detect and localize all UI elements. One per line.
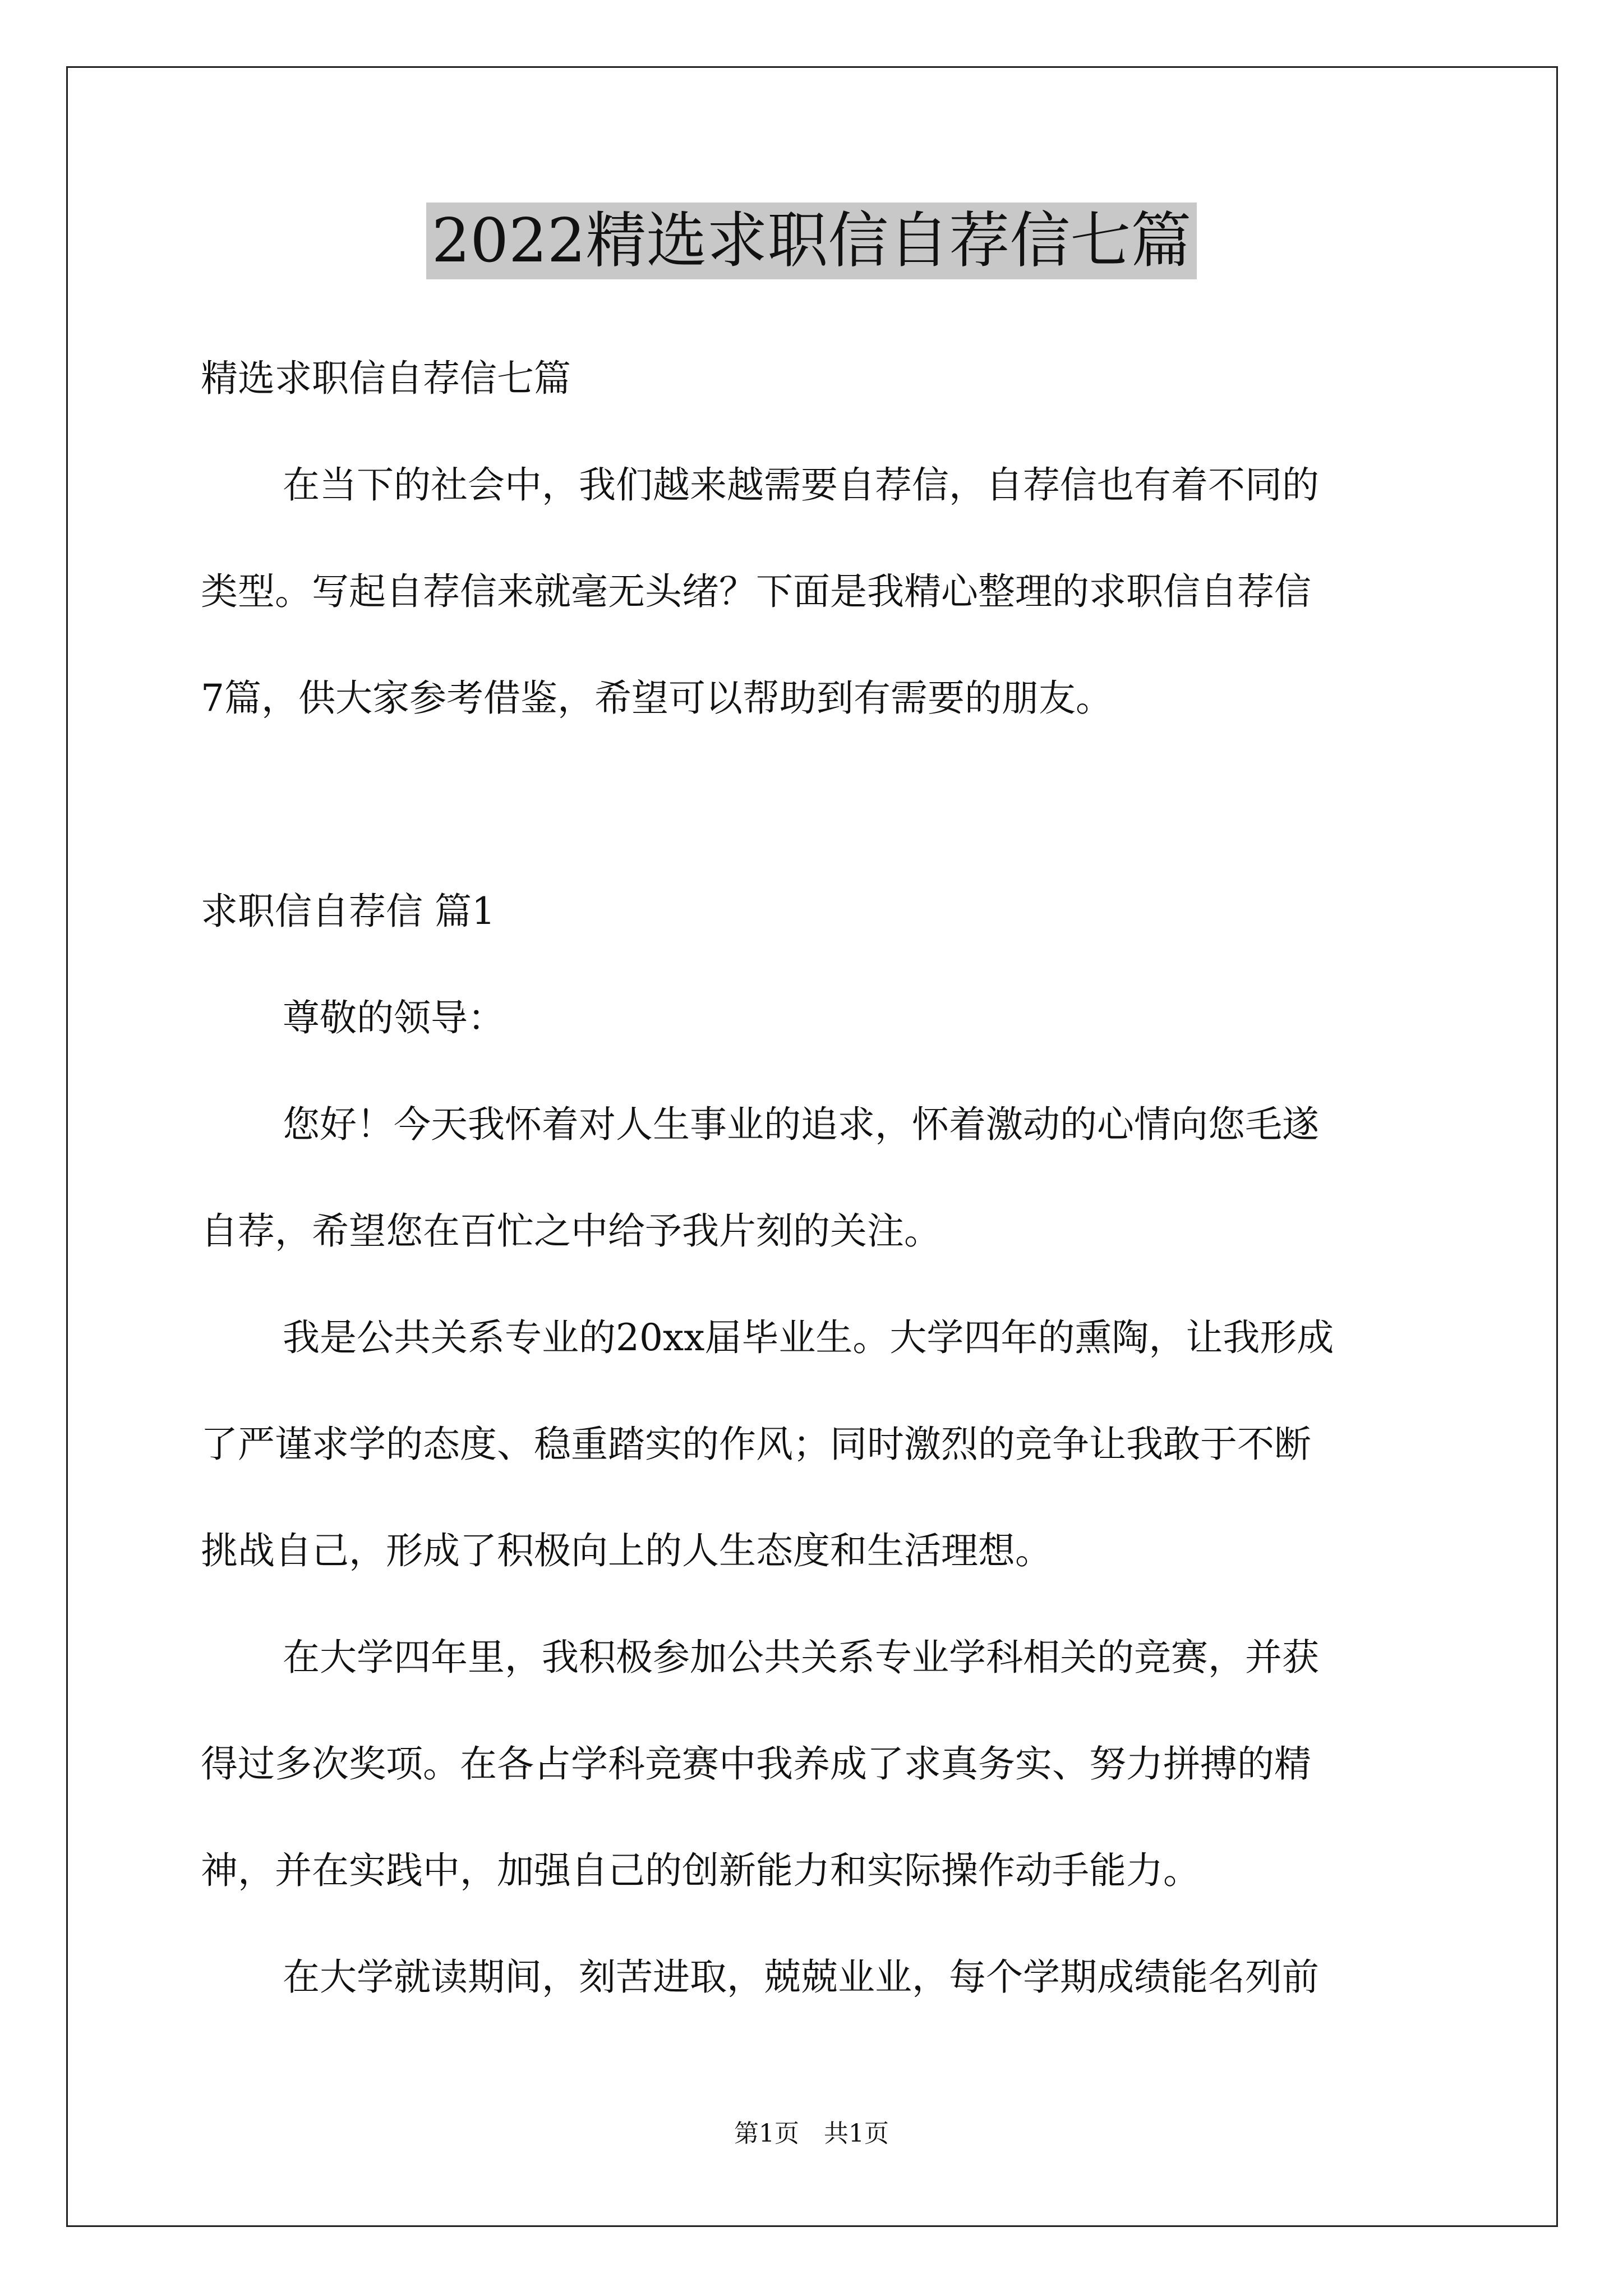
section-heading: 求职信自荐信 篇1	[201, 890, 495, 933]
paragraph-line: 在大学就读期间，刻苦进取，兢兢业业，每个学期成绩能名列前	[283, 1955, 1319, 1999]
paragraph-line: 神，并在实践中，加强自己的创新能力和实际操作动手能力。	[201, 1849, 1200, 1892]
salutation: 尊敬的领导：	[283, 996, 505, 1039]
paragraph-line: 自荐，希望您在百忙之中给予我片刻的关注。	[201, 1209, 941, 1253]
page-footer	[0, 2117, 1623, 2151]
intro-line: 7篇，供大家参考借鉴，希望可以帮助到有需要的朋友。	[201, 677, 1113, 720]
intro-line: 在当下的社会中，我们越来越需要自荐信，自荐信也有着不同的	[283, 463, 1319, 507]
document-title-text: 2022精选求职信自荐信七篇	[426, 203, 1197, 279]
paragraph-line: 得过多次奖项。在各占学科竞赛中我养成了求真务实、努力拼搏的精	[201, 1742, 1311, 1786]
paragraph-line: 在大学四年里，我积极参加公共关系专业学科相关的竞赛，并获	[283, 1636, 1319, 1679]
document-title	[0, 202, 1623, 280]
paragraph-line: 我是公共关系专业的20xx届毕业生。大学四年的熏陶，让我形成	[283, 1316, 1334, 1359]
intro-line: 类型。写起自荐信来就毫无头绪？下面是我精心整理的求职信自荐信	[201, 570, 1311, 613]
paragraph-line: 了严谨求学的态度、稳重踏实的作风；同时激烈的竞争让我敢于不断	[201, 1423, 1311, 1466]
document-subtitle: 精选求职信自荐信七篇	[201, 357, 571, 400]
page-number: 第1页 共1页	[734, 2119, 889, 2148]
paragraph-line: 挑战自己，形成了积极向上的人生态度和生活理想。	[201, 1529, 1052, 1572]
paragraph-line: 您好！今天我怀着对人生事业的追求，怀着激动的心情向您毛遂	[283, 1103, 1319, 1146]
